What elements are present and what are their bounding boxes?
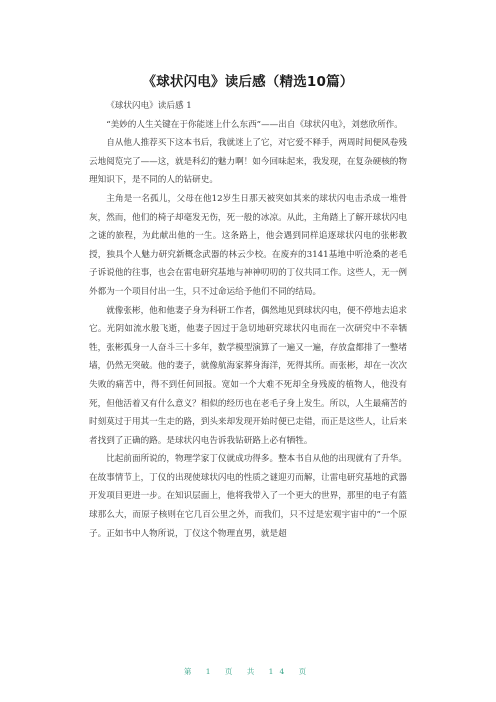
page-number-footer: 第 1 页 共 14 页 <box>183 667 313 676</box>
document-body <box>89 97 407 543</box>
paragraph: 比起前面所说的，物理学家丁仪就成功得多。整本书自从他的出现就有了升华。在故事情节上，丁仪的出现使球状闪电的性质之谜迎刃而解，让雷电研究基地的武器开发项目更进一步。在知识层面上，他将我带入了一个更大的世界，那里的电子有篮球那么大，而原子核则在它几百公里之外，而我们，只不过是宏观宇宙中的”一个原子。正如书中人物所说，丁仪这个物理直男，就是超 <box>89 454 407 539</box>
paragraph: 就像张彬，他和他妻子身为科研工作者，偶然地见到球状闪电，便不停地去追求它。光阴如流水般飞逝，他妻子因过于急切地研究球状闪电而在一次研究中不幸牺牲，张彬孤身一人奋斗三十多年，数学模型演算了一遍又一遍，存放盒都排了一整堵墙，仍然无突破。他的妻子，就像航海家葬身海洋，死得其所。而张彬，却在一次次失败的痛苦中，得不到任何回报。宽如一个大难不死却全身残废的植物人，他没有死，但他活着又有什么意义？相似的经历也在老毛子身上发生。所以，人生最痛苦的时刻莫过于用其一生走的路，到头来却发现开始时便已走错，而正是这些人，让后来者找到了正确的路。是球状闪电告诉我钻研路上必有牺牲。 <box>89 305 407 446</box>
paragraph: “美妙的人生关键在于你能迷上什么东西”——出自《球状闪电》，刘慈欣所作。 <box>106 119 403 130</box>
document-title: 《球状闪电》读后感（精选10篇） <box>142 74 354 90</box>
paragraph-heading: 《球状闪电》读后感 1 <box>106 101 192 111</box>
paragraph: 主角是一名孤儿，父母在他12岁生日那天被突如其来的球状闪电击杀成一堆骨灰，然而，他们的椅子却毫发无伤，死一般的冰凉。从此，主角踏上了解开球状闪电之谜的旅程，为此献出他的一生。这条路上，他会遇到同样追逐球状闪电的张彬教授，独具个人魅力研究新概念武器的林云少校。在废弃的3141基地中听沧桑的老毛子诉说他的往事，也会在雷电研究基地与神神叨叨的丁仪共同工作。这些人，无一例外都为一个项目付出一生，只不过命运给予他们不同的结局。 <box>89 193 407 297</box>
paragraph: 自从他人推荐买下这本书后，我就迷上了它，对它爱不释手，两周时间便风卷残云地阅览完了——这，就是科幻的魅力啊！如今回味起来，我发现，在复杂硬核的物理知识下，是不同的人的钻研史。 <box>89 138 407 186</box>
